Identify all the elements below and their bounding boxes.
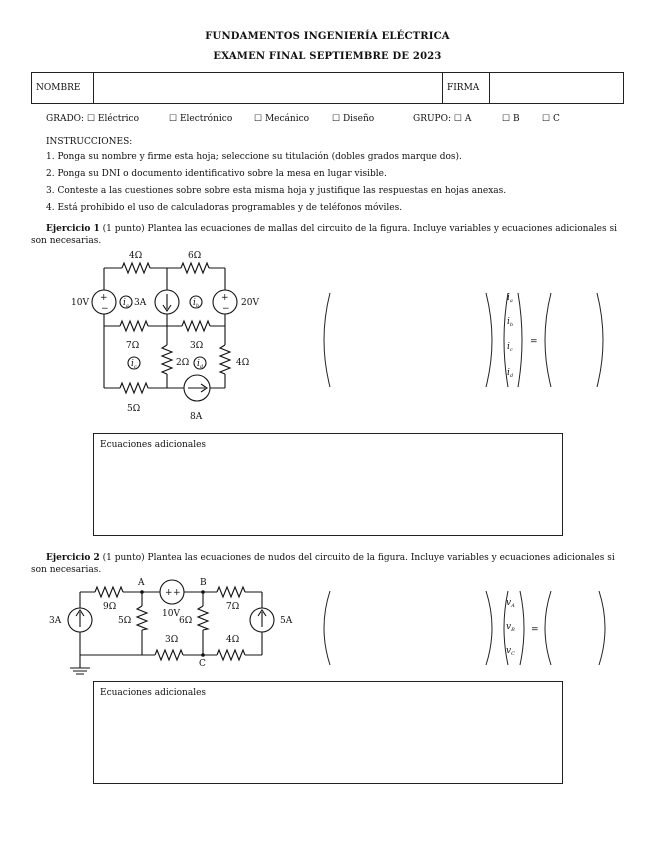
ground-icon	[70, 668, 90, 674]
ex1-vector-entry: $i_b$	[507, 317, 514, 328]
grado-label: GRADO:	[46, 114, 85, 124]
label-3ohm: 3Ω	[190, 341, 204, 351]
svg-text:−: −	[222, 304, 230, 314]
resistor-5ohm-ex2	[137, 606, 147, 630]
mesh-d-label: $i_d$	[197, 359, 204, 370]
label-3ohm-ex2: 3Ω	[165, 635, 179, 645]
svg-text:+: +	[221, 293, 229, 303]
ex2-text: Plantea las ecuaciones de nudos del circuito de la figura. Incluye variables y ecuaciones adicionales si	[147, 553, 615, 563]
label-10v-ex2: 10V	[162, 609, 180, 619]
instructions-heading: INSTRUCCIONES:	[46, 137, 133, 147]
resistor-7ohm-ex2	[217, 587, 245, 597]
ex1-text-cont: son necesarias.	[31, 236, 102, 246]
resistor-4ohm-ex2	[217, 650, 245, 660]
ex2-text-cont: son necesarias.	[31, 565, 102, 575]
label-10v: 10V	[71, 298, 89, 308]
node-a-label: A	[138, 578, 145, 588]
grado-checkbox-electrico[interactable]: ☐	[86, 114, 96, 124]
grado-checkbox-electronico[interactable]: ☐	[169, 114, 178, 124]
label-2ohm: 2Ω	[176, 358, 190, 368]
grupo-checkbox-b[interactable]: ☐	[502, 114, 511, 124]
svg-text:+: +	[165, 588, 173, 598]
label-8a: 8A	[190, 412, 203, 422]
label-4ohm-right: 4Ω	[236, 358, 250, 368]
exam-subtitle: EXAMEN FINAL SEPTIEMBRE DE 2023	[213, 51, 442, 62]
ex1-additional-label: Ecuaciones adicionales	[100, 440, 207, 450]
ex2-matrix-left-paren	[324, 591, 330, 665]
ex2-equals-sign: =	[531, 625, 539, 635]
label-4ohm-ex2: 4Ω	[226, 635, 240, 645]
grado-option-electronico: Electrónico	[179, 114, 233, 124]
label-6ohm: 6Ω	[188, 251, 202, 261]
name-label: NOMBRE	[32, 73, 94, 104]
ex1-vector-entry: $i_a$	[507, 293, 513, 304]
label-6ohm-ex2: 6Ω	[179, 616, 193, 626]
svg-text:+: +	[173, 588, 181, 598]
ex2-additional-label: Ecuaciones adicionales	[100, 688, 207, 698]
ex1-text: Plantea las ecuaciones de mallas del circuito de la figura. Incluye variables y ecuaciones adicionales si	[147, 224, 617, 234]
grupo-option-c: C	[552, 114, 560, 124]
grado-option-diseno: Diseño	[342, 114, 375, 124]
mesh-c-label: $i_c$	[131, 359, 137, 370]
ex1-equals-sign: =	[530, 337, 538, 347]
instruction-item: 1. Ponga su nombre y firme esta hoja; seleccione su titulación (dobles grados marque dos).	[46, 152, 462, 162]
label-5ohm: 5Ω	[127, 404, 141, 414]
mesh-b-label: $i_b$	[193, 298, 200, 309]
node-c-label: C	[199, 659, 206, 669]
instruction-item: 2. Ponga su DNI o documento identificativo sobre la mesa en lugar visible.	[46, 169, 387, 179]
ex1-title: Ejercicio 1	[46, 224, 100, 234]
exam-title: FUNDAMENTOS INGENIERÍA ELÉCTRICA	[205, 31, 450, 42]
svg-text:+: +	[100, 293, 108, 303]
grado-option-mecanico: Mecánico	[264, 114, 310, 124]
resistor-3ohm-ex2	[155, 650, 183, 660]
instruction-item: 3. Conteste a las cuestiones sobre sobre esta misma hoja y justifique las respuestas en hojas anexas.	[46, 186, 507, 196]
ex2-points: (1 punto)	[102, 553, 145, 563]
ex2-title: Ejercicio 2	[46, 553, 100, 563]
ex2-rhs-right-paren	[599, 591, 605, 665]
label-5a-ex2: 5A	[280, 616, 293, 626]
svg-text:−: −	[101, 304, 109, 314]
label-3a: 3A	[134, 298, 147, 308]
grado-option-electrico: Eléctrico	[97, 114, 139, 124]
label-4ohm: 4Ω	[129, 251, 143, 261]
label-3a-ex2: 3A	[49, 616, 62, 626]
label-7ohm: 7Ω	[126, 341, 140, 351]
label-9ohm: 9Ω	[103, 602, 117, 612]
grupo-option-b: B	[512, 114, 520, 124]
mesh-a-label: $i_a$	[123, 298, 129, 309]
ex2-rhs-left-paren	[545, 591, 551, 665]
ex1-points: (1 punto)	[102, 224, 145, 234]
grado-checkbox-mecanico[interactable]: ☐	[254, 114, 263, 124]
signature-label: FIRMA	[443, 73, 490, 104]
ex2-matrix-right-paren	[486, 591, 492, 665]
instruction-item: 4. Está prohibido el uso de calculadoras programables y de teléfonos móviles.	[46, 203, 403, 213]
grupo-option-a: A	[464, 114, 472, 124]
label-7ohm-ex2: 7Ω	[226, 602, 240, 612]
ex1-vector-entry: $i_c$	[507, 342, 513, 353]
grado-checkbox-diseno[interactable]: ☐	[332, 114, 341, 124]
resistor-9ohm	[95, 587, 123, 597]
label-20v: 20V	[241, 298, 259, 308]
grupo-checkbox-a[interactable]: ☐	[453, 114, 462, 124]
label-5ohm-ex2: 5Ω	[118, 616, 132, 626]
grupo-label: GRUPO:	[413, 114, 452, 124]
resistor-6ohm-ex2	[198, 606, 208, 630]
node-b-label: B	[200, 578, 207, 588]
ex1-vector-entry: $i_d$	[507, 368, 514, 379]
ex2-vector-entry: $v_A$	[506, 598, 515, 609]
ex2-vector-entry: $v_B$	[506, 622, 515, 633]
ex2-additional-equations-box[interactable]	[93, 681, 563, 784]
ex2-vector-right-paren	[520, 591, 524, 665]
grupo-checkbox-c[interactable]: ☐	[542, 114, 551, 124]
ex2-vector-entry: $v_C$	[506, 646, 515, 657]
